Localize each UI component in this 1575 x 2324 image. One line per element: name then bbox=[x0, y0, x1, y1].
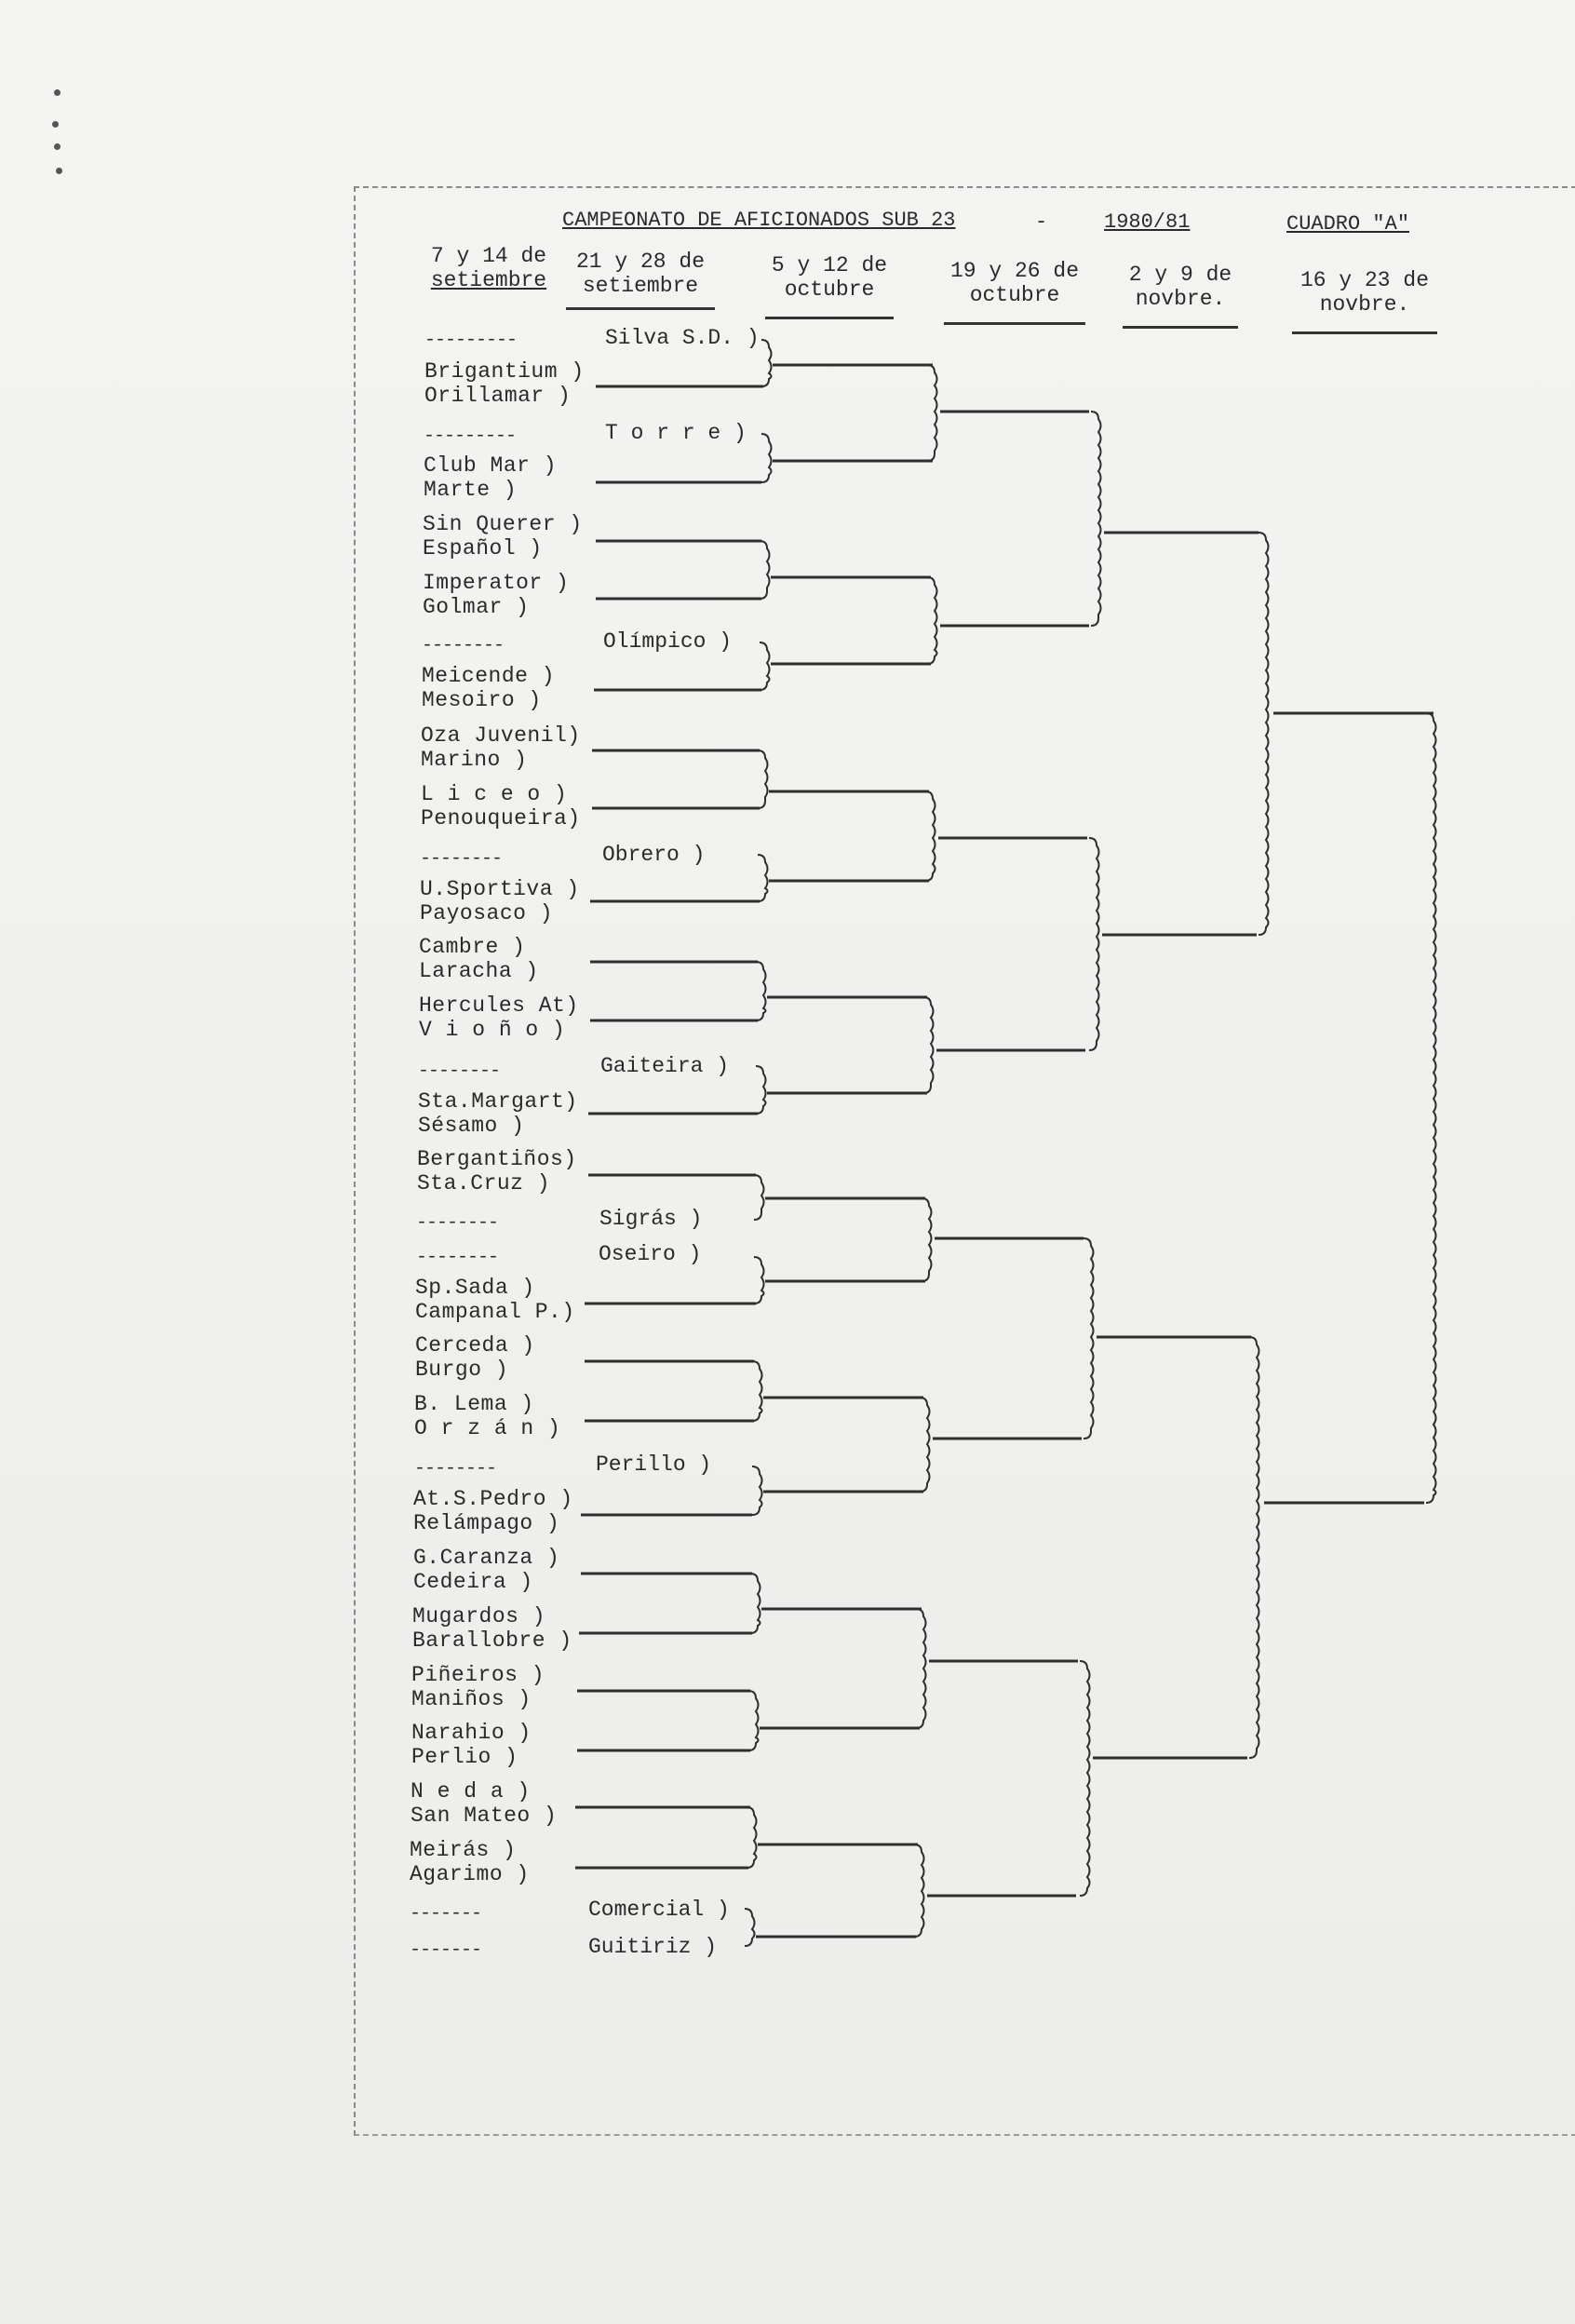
bye-team: Sigrás ) bbox=[599, 1207, 703, 1231]
round2-pair-bracket bbox=[756, 962, 766, 1020]
round2-pair-bracket bbox=[758, 855, 768, 901]
round2-pair-bracket bbox=[754, 1175, 764, 1220]
team-name: Perlio ) bbox=[411, 1745, 518, 1769]
bye-dash: --------- bbox=[424, 330, 518, 351]
team-name: Cerceda ) bbox=[415, 1333, 535, 1358]
document-title: CAMPEONATO DE AFICIONADOS SUB 23 bbox=[562, 209, 956, 232]
team-name: O r z á n ) bbox=[414, 1416, 561, 1440]
bye-team: Obrero ) bbox=[602, 843, 706, 867]
team-name: Sta.Margart) bbox=[418, 1089, 578, 1114]
final-bracket bbox=[1426, 713, 1436, 1503]
round2-pair-bracket bbox=[754, 1257, 764, 1304]
round3-pair-bracket bbox=[920, 1398, 930, 1492]
team-name: At.S.Pedro ) bbox=[413, 1487, 573, 1511]
team-name: Bergantiños) bbox=[417, 1147, 577, 1171]
team-name: L i c e o ) bbox=[421, 782, 568, 806]
bye-dash: -------- bbox=[416, 1212, 499, 1234]
round2-pair-bracket bbox=[752, 1361, 762, 1421]
team-name: Burgo ) bbox=[415, 1358, 509, 1382]
team-name: Maniños ) bbox=[411, 1687, 532, 1711]
team-name: Sésamo ) bbox=[418, 1114, 525, 1138]
round-header-line1: 2 y 9 de bbox=[1128, 263, 1232, 287]
team-name: Orillamar ) bbox=[424, 384, 572, 408]
bye-team: Silva S.D. ) bbox=[605, 326, 760, 350]
round-header-line2: setiembre bbox=[430, 268, 547, 292]
bye-dash: -------- bbox=[416, 1247, 499, 1268]
bye-dash: -------- bbox=[422, 635, 505, 656]
team-name: Laracha ) bbox=[419, 959, 539, 983]
round-header-line2: octubre bbox=[969, 283, 1060, 307]
round3-pair-bracket bbox=[922, 1198, 932, 1281]
bye-dash: --------- bbox=[424, 426, 517, 447]
bye-dash: -------- bbox=[418, 1061, 501, 1082]
team-name: Español ) bbox=[423, 536, 543, 561]
team-name: Marte ) bbox=[424, 478, 518, 502]
bye-dash: -------- bbox=[420, 848, 503, 870]
bye-team: Oseiro ) bbox=[599, 1242, 702, 1266]
title-separator: - bbox=[1035, 210, 1048, 234]
team-name: Golmar ) bbox=[423, 595, 530, 619]
round-header-line1: 16 y 23 de bbox=[1299, 268, 1430, 292]
round-header-line2: setiembre bbox=[582, 274, 699, 298]
round3-pair-bracket bbox=[927, 365, 937, 461]
team-name: San Mateo ) bbox=[411, 1804, 558, 1828]
team-name: Penouqueira) bbox=[421, 806, 581, 831]
bye-team: Guitiriz ) bbox=[588, 1935, 718, 1959]
round2-pair-bracket bbox=[760, 642, 770, 690]
team-name: V i o ñ o ) bbox=[419, 1018, 566, 1042]
team-name: Payosaco ) bbox=[420, 901, 554, 926]
round2-pair-bracket bbox=[745, 1909, 755, 1946]
round4-pair-bracket bbox=[1091, 412, 1101, 626]
round4-pair-bracket bbox=[1084, 1238, 1094, 1439]
team-name: Meirás ) bbox=[410, 1838, 517, 1862]
round2-pair-bracket bbox=[761, 340, 772, 386]
round3-pair-bracket bbox=[914, 1844, 924, 1937]
bye-dash: -------- bbox=[414, 1458, 497, 1480]
round-header-line1: 5 y 12 de bbox=[771, 253, 888, 277]
team-name: Mesoiro ) bbox=[422, 688, 542, 712]
team-name: U.Sportiva ) bbox=[420, 877, 580, 901]
round-header-line1: 21 y 28 de bbox=[575, 250, 706, 274]
team-name: Cambre ) bbox=[419, 935, 526, 959]
team-name: Meicende ) bbox=[422, 664, 556, 688]
round3-pair-bracket bbox=[916, 1609, 926, 1728]
round3-pair-bracket bbox=[923, 997, 934, 1093]
round2-pair-bracket bbox=[752, 1466, 762, 1515]
round4-pair-bracket bbox=[1080, 1661, 1090, 1896]
bye-team: T o r r e ) bbox=[605, 421, 747, 445]
round2-pair-bracket bbox=[747, 1807, 757, 1868]
team-name: Brigantium ) bbox=[424, 359, 585, 384]
round2-pair-bracket bbox=[750, 1574, 761, 1633]
team-name: Sp.Sada ) bbox=[415, 1276, 535, 1300]
round2-pair-bracket bbox=[761, 434, 772, 482]
round-header-line1: 19 y 26 de bbox=[949, 259, 1080, 283]
bye-team: Perillo ) bbox=[596, 1452, 712, 1477]
team-name: Marino ) bbox=[421, 748, 528, 772]
team-name: Sta.Cruz ) bbox=[417, 1171, 551, 1196]
season-label: 1980/81 bbox=[1104, 210, 1191, 234]
team-name: Barallobre ) bbox=[412, 1628, 572, 1653]
round5-pair-bracket bbox=[1259, 533, 1269, 935]
team-name: Piñeiros ) bbox=[411, 1663, 545, 1687]
round-header-line2: octubre bbox=[784, 277, 875, 302]
team-name: G.Caranza ) bbox=[413, 1546, 560, 1570]
round5-pair-bracket bbox=[1249, 1337, 1259, 1758]
team-name: Hercules At) bbox=[419, 993, 579, 1018]
round2-pair-bracket bbox=[748, 1691, 759, 1750]
round4-pair-bracket bbox=[1089, 838, 1099, 1050]
group-label: CUADRO "A" bbox=[1286, 212, 1410, 236]
round3-pair-bracket bbox=[927, 577, 937, 664]
bye-team: Comercial ) bbox=[588, 1898, 730, 1922]
team-name: Mugardos ) bbox=[412, 1604, 546, 1628]
team-name: Sin Querer ) bbox=[423, 512, 583, 536]
team-name: B. Lema ) bbox=[414, 1392, 534, 1416]
team-name: N e d a ) bbox=[411, 1779, 531, 1804]
team-name: Club Mar ) bbox=[424, 453, 558, 478]
round-header-line1: 7 y 14 de bbox=[430, 244, 547, 268]
round3-pair-bracket bbox=[925, 791, 936, 881]
round2-pair-bracket bbox=[758, 750, 768, 808]
team-name: Relámpago ) bbox=[413, 1511, 560, 1535]
team-name: Narahio ) bbox=[411, 1721, 532, 1745]
round-header-line2: novbre. bbox=[1135, 287, 1226, 311]
round2-pair-bracket bbox=[756, 1066, 766, 1114]
bye-dash: ------- bbox=[410, 1903, 482, 1925]
bye-dash: ------- bbox=[410, 1939, 482, 1961]
team-name: Cedeira ) bbox=[413, 1570, 533, 1594]
bye-team: Gaiteira ) bbox=[600, 1054, 730, 1078]
team-name: Imperator ) bbox=[423, 571, 570, 595]
team-name: Campanal P.) bbox=[415, 1300, 575, 1324]
round2-pair-bracket bbox=[760, 541, 770, 599]
team-name: Oza Juvenil) bbox=[421, 723, 581, 748]
team-name: Agarimo ) bbox=[410, 1862, 530, 1886]
bye-team: Olímpico ) bbox=[603, 629, 733, 654]
round-header-line2: novbre. bbox=[1319, 292, 1410, 317]
